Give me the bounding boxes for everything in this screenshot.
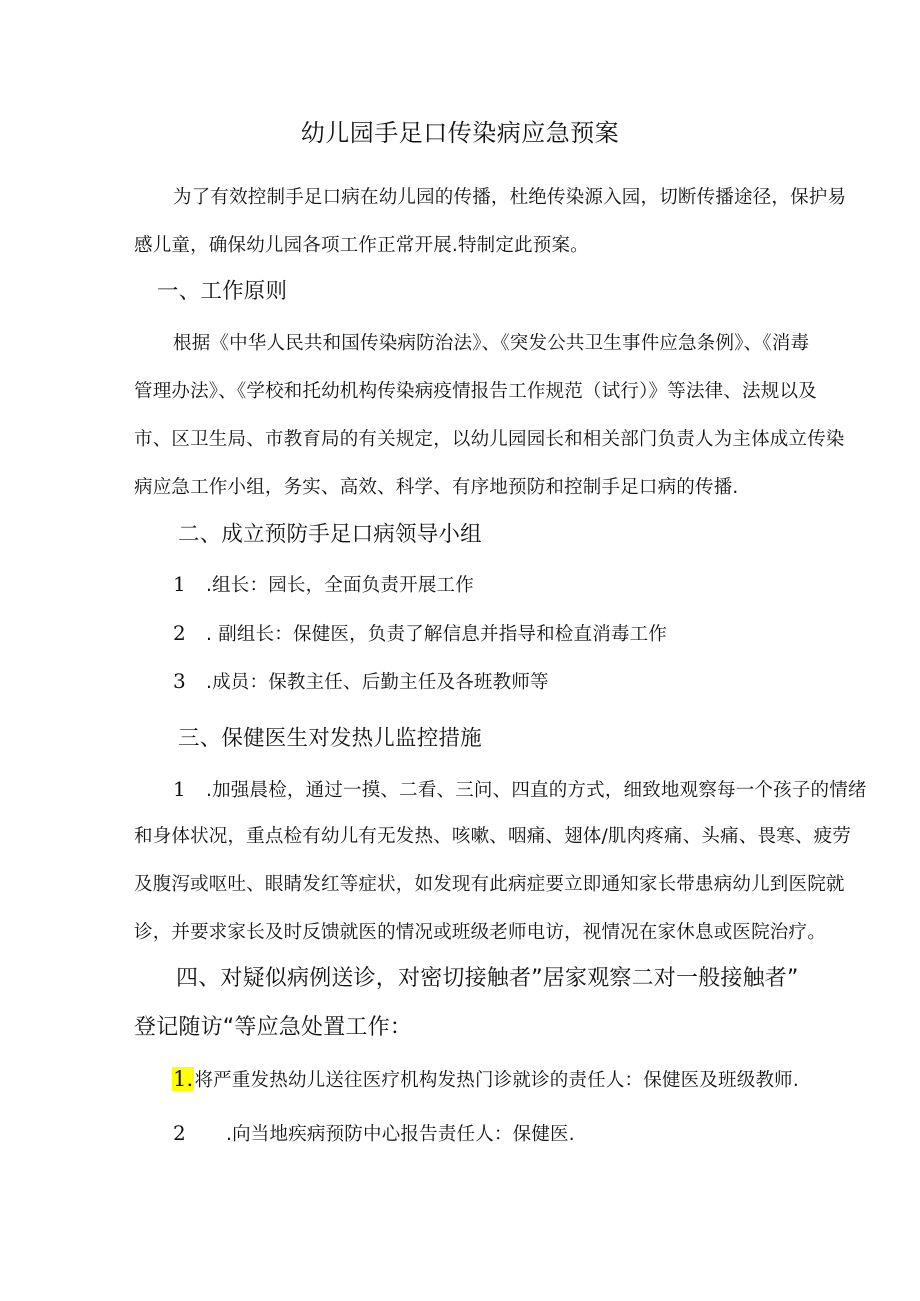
- section3-heading: 三、保健医生对发热儿监控措施: [178, 726, 482, 751]
- section1-heading: 一、工作原则: [157, 279, 288, 304]
- section1-line-1: 根据《中华人民共和国传染病防治法》、《突发公共卫生事件应急条例》、《消毒: [173, 333, 810, 354]
- section2-item-1: [173, 571, 474, 599]
- item-number: 1: [173, 777, 186, 801]
- item-number: 2: [173, 621, 186, 645]
- section4-heading-line-1: 四、对疑似病例送诊，对密切接触者”居家观察二对一般接触者”: [176, 966, 799, 991]
- section1-line-3: 市、区卫生局、市教育局的有关规定，以幼儿园园长和相关部门负责人为主体成立传染: [134, 429, 845, 450]
- section2-item-3: [173, 668, 549, 696]
- item-text: .成员：保教主任、后勤主任及各班教师等: [206, 672, 549, 693]
- section2-heading: 二、成立预防手足口病领导小组: [178, 522, 482, 547]
- item-text: .组长：园长，全面负责开展工作: [206, 575, 474, 596]
- item-text: . 副组长：保健医，负责了解信息并指导和检直消毒工作: [206, 624, 667, 645]
- section3-line-1: [173, 776, 867, 804]
- section4-item-2: [173, 1120, 575, 1148]
- section3-line-3: 及腹泻或呕吐、眼睛发红等症状，如发现有此病症要立即通知家长带患病幼儿到医院就: [134, 874, 845, 895]
- item-number: 1: [173, 572, 186, 596]
- item-text: .加强晨检，通过一摸、二看、三问、四直的方式，细致地观察每一个孩子的情绪: [206, 780, 867, 801]
- item-text: .向当地疾病预防中心报告责任人：保健医.: [226, 1124, 575, 1145]
- highlighted-item-number: 1.: [173, 1067, 194, 1091]
- item-number: 3: [173, 669, 186, 693]
- section4-item-1: [172, 1066, 799, 1094]
- item-number: 2: [173, 1121, 186, 1145]
- section3-line-2: 和身体状况，重点检有幼儿有无发热、咳嗽、咽痛、翅体/肌肉疼痛、头痛、畏寒、疲劳: [134, 826, 852, 847]
- item-text: 将严重发热幼儿送往医疗机构发热门诊就诊的责任人：保健医及班级教师.: [194, 1070, 799, 1091]
- section2-item-2: [173, 620, 667, 648]
- section1-line-4: 病应急工作小组，务实、高效、科学、有序地预防和控制手足口病的传播.: [134, 477, 739, 498]
- section1-line-2: 管理办法》、《学校和托幼机构传染病疫情报告工作规范（试行）》等法律、法规以及: [134, 381, 817, 402]
- intro-line-2: 感儿童，确保幼儿园各项工作正常开展.特制定此预案。: [134, 235, 589, 256]
- document-title: 幼儿园手足口传染病应急预案: [300, 119, 620, 147]
- intro-line-1: 为了有效控制手足口病在幼儿园的传播，杜绝传染源入园，切断传播途径，保护易: [173, 187, 847, 208]
- section4-heading-line-2: 登记随访“等应急处置工作：: [134, 1015, 412, 1040]
- section3-line-4: 诊，并要求家长及时反馈就医的情况或班级老师电访，视情况在家休息或医院治疗。: [134, 922, 826, 943]
